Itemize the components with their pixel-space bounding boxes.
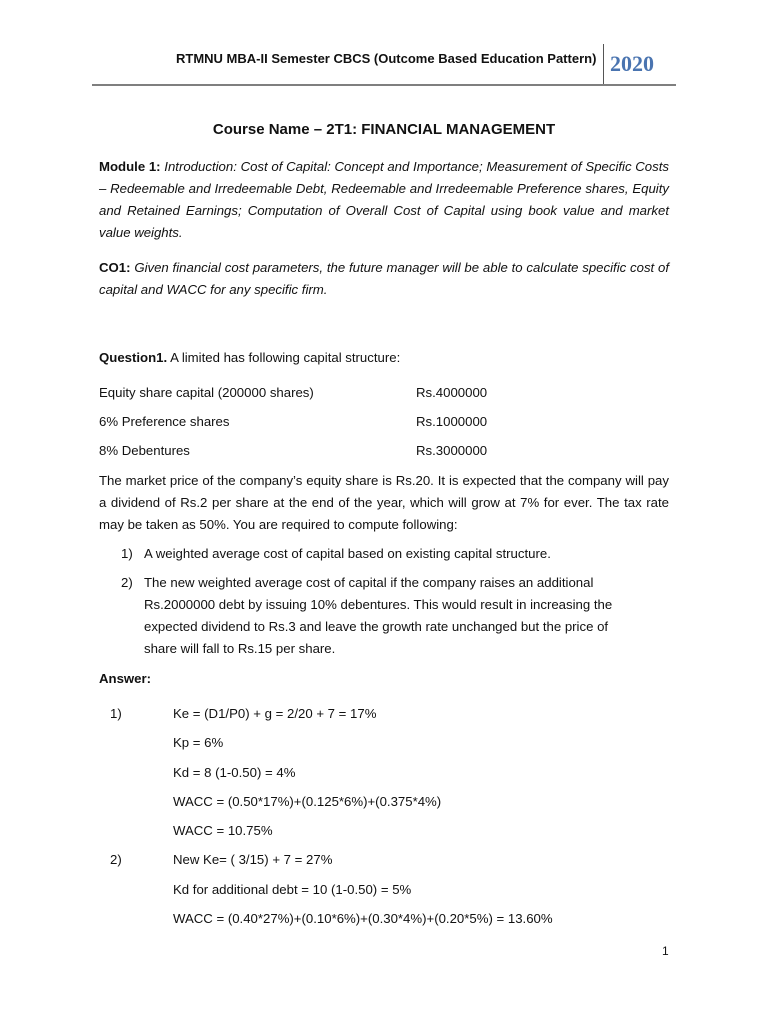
answer-part-number: 2) xyxy=(110,852,122,867)
answer-line: Kp = 6% xyxy=(173,735,224,750)
header-divider xyxy=(603,44,604,86)
part-number: 2) xyxy=(121,575,133,590)
question-label: Question1. xyxy=(99,350,168,365)
header-title: RTMNU MBA-II Semester CBCS (Outcome Based Education Pattern) xyxy=(176,51,597,66)
co-text: Given financial cost parameters, the future manager will be able to calculate specific cost of capital and WACC for any specific firm. xyxy=(99,260,669,297)
structure-item: 6% Preference shares xyxy=(99,414,230,429)
answer-part-number: 1) xyxy=(110,706,122,721)
part-text: The new weighted average cost of capital if the company raises an additional Rs.2000000 debt by issuing 10% debentures. This would result in increasing the expected dividend to Rs.3 and leave the growth rate unchanged but the price of share will fall to Rs.15 per share. xyxy=(144,575,613,656)
question-body: The market price of the company’s equity share is Rs.20. It is expected that the company will pay a dividend of Rs.2 per share at the end of the year, which will grow at 7% for ever. The tax rate may be taken as 50%. You are required to compute following: xyxy=(99,473,669,532)
module-paragraph xyxy=(99,156,669,244)
question-heading xyxy=(99,350,400,365)
answer-line: WACC = (0.50*17%)+(0.125*6%)+(0.375*4%) xyxy=(173,794,442,809)
structure-amount: Rs.4000000 xyxy=(416,385,488,400)
structure-amount: Rs.3000000 xyxy=(416,443,488,458)
answer-line: WACC = (0.40*27%)+(0.10*6%)+(0.30*4%)+(0.20*5%) = 13.60% xyxy=(173,911,553,926)
part-text: A weighted average cost of capital based on existing capital structure. xyxy=(144,546,551,561)
co-label: CO1: xyxy=(99,260,131,275)
module-text: Introduction: Cost of Capital: Concept and Importance; Measurement of Specific Costs – Redeemable and Irredeemable Debt, Redeemable and Irredeemable Preference shares, Equity and Retained Earnings; Computation of Overall Cost of Capital using book value and market value weights. xyxy=(99,159,669,240)
question-part xyxy=(121,543,641,565)
co-paragraph xyxy=(99,257,669,301)
answer-line: Kd for additional debt = 10 (1-0.50) = 5% xyxy=(173,882,412,897)
question-part xyxy=(121,572,641,660)
answer-label: Answer: xyxy=(99,671,152,686)
structure-item: 8% Debentures xyxy=(99,443,190,458)
answer-line: New Ke= ( 3/15) + 7 = 27% xyxy=(173,852,333,867)
answer-line: WACC = 10.75% xyxy=(173,823,273,838)
question-intro: A limited has following capital structure: xyxy=(170,350,401,365)
header-year: 2020 xyxy=(610,51,654,76)
page-number: 1 xyxy=(662,944,669,958)
answer-line: Ke = (D1/P0) + g = 2/20 + 7 = 17% xyxy=(173,706,377,721)
structure-item: Equity share capital (200000 shares) xyxy=(99,385,314,400)
header-rule xyxy=(92,84,676,86)
answer-line: Kd = 8 (1-0.50) = 4% xyxy=(173,765,296,780)
part-number: 1) xyxy=(121,546,133,561)
structure-amount: Rs.1000000 xyxy=(416,414,488,429)
course-title: Course Name – 2T1: FINANCIAL MANAGEMENT xyxy=(212,121,556,138)
module-label: Module 1: xyxy=(99,159,161,174)
